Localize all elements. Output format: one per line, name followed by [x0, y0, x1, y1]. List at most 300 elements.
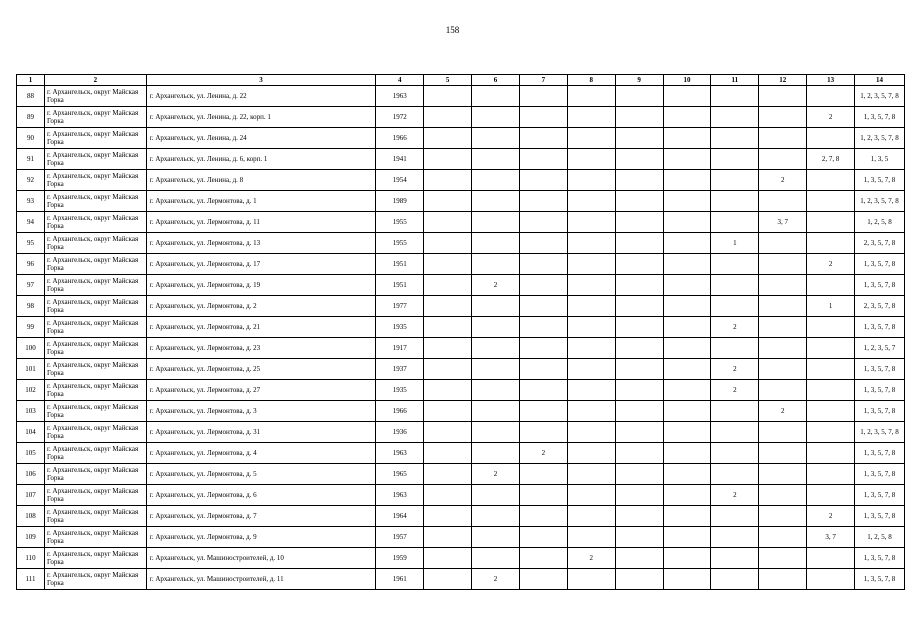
- row-number: 100: [17, 338, 45, 359]
- year-cell: 1963: [376, 443, 424, 464]
- col13-cell: [807, 422, 855, 443]
- column-header-3: 3: [146, 75, 375, 86]
- table-row: [17, 422, 905, 443]
- col14-cell: 1, 3, 5: [855, 149, 905, 170]
- col10-cell: [663, 464, 711, 485]
- col12-cell: [759, 569, 807, 590]
- table-row: [17, 317, 905, 338]
- col14-cell: 1, 3, 5, 7, 8: [855, 317, 905, 338]
- year-cell: 1961: [376, 569, 424, 590]
- row-number: 105: [17, 443, 45, 464]
- row-number: 99: [17, 317, 45, 338]
- col12-cell: [759, 128, 807, 149]
- col11-cell: 2: [711, 317, 759, 338]
- year-cell: 1977: [376, 296, 424, 317]
- col5-cell: [424, 464, 472, 485]
- col12-cell: [759, 275, 807, 296]
- col11-cell: [711, 443, 759, 464]
- address-cell: г. Архангельск, ул. Машиностроителей, д. 10: [146, 548, 375, 569]
- year-cell: 1989: [376, 191, 424, 212]
- col7-cell: [519, 275, 567, 296]
- col5-cell: [424, 548, 472, 569]
- column-header-14: 14: [855, 75, 905, 86]
- col14-cell: 2, 3, 5, 7, 8: [855, 233, 905, 254]
- col11-cell: [711, 401, 759, 422]
- row-number: 92: [17, 170, 45, 191]
- col5-cell: [424, 86, 472, 107]
- table-row: [17, 569, 905, 590]
- row-number: 93: [17, 191, 45, 212]
- col12-cell: [759, 254, 807, 275]
- column-header-5: 5: [424, 75, 472, 86]
- col13-cell: 3, 7: [807, 527, 855, 548]
- year-cell: 1972: [376, 107, 424, 128]
- col9-cell: [615, 296, 663, 317]
- year-cell: 1941: [376, 149, 424, 170]
- col10-cell: [663, 107, 711, 128]
- col6-cell: [472, 128, 520, 149]
- col11-cell: 2: [711, 380, 759, 401]
- column-header-13: 13: [807, 75, 855, 86]
- col8-cell: [567, 254, 615, 275]
- col7-cell: [519, 464, 567, 485]
- col5-cell: [424, 233, 472, 254]
- address-cell: г. Архангельск, ул. Ленина, д. 6, корп. 1: [146, 149, 375, 170]
- col10-cell: [663, 338, 711, 359]
- col6-cell: [472, 527, 520, 548]
- col8-cell: [567, 506, 615, 527]
- row-number: 97: [17, 275, 45, 296]
- year-cell: 1954: [376, 170, 424, 191]
- col7-cell: [519, 254, 567, 275]
- col12-cell: [759, 296, 807, 317]
- address-cell: г. Архангельск, ул. Лермонтова, д. 17: [146, 254, 375, 275]
- col6-cell: [472, 107, 520, 128]
- col8-cell: [567, 149, 615, 170]
- col6-cell: [472, 548, 520, 569]
- col5-cell: [424, 212, 472, 233]
- row-number: 106: [17, 464, 45, 485]
- address-cell: г. Архангельск, ул. Лермонтова, д. 13: [146, 233, 375, 254]
- col11-cell: 2: [711, 359, 759, 380]
- col13-cell: [807, 464, 855, 485]
- col14-cell: 2, 3, 5, 7, 8: [855, 296, 905, 317]
- col13-cell: [807, 359, 855, 380]
- district-cell: г. Архангельск, округ Майская Горка: [44, 401, 146, 422]
- col11-cell: [711, 149, 759, 170]
- col6-cell: [472, 191, 520, 212]
- col10-cell: [663, 212, 711, 233]
- col12-cell: 3, 7: [759, 212, 807, 233]
- year-cell: 1963: [376, 86, 424, 107]
- col5-cell: [424, 191, 472, 212]
- district-cell: г. Архангельск, округ Майская Горка: [44, 107, 146, 128]
- district-cell: г. Архангельск, округ Майская Горка: [44, 191, 146, 212]
- col14-cell: 1, 3, 5, 7, 8: [855, 254, 905, 275]
- column-header-9: 9: [615, 75, 663, 86]
- year-cell: 1955: [376, 212, 424, 233]
- address-cell: г. Архангельск, ул. Лермонтова, д. 4: [146, 443, 375, 464]
- col8-cell: [567, 275, 615, 296]
- col11-cell: [711, 338, 759, 359]
- col9-cell: [615, 317, 663, 338]
- district-cell: г. Архангельск, округ Майская Горка: [44, 170, 146, 191]
- col12-cell: [759, 548, 807, 569]
- table-row: [17, 191, 905, 212]
- col7-cell: [519, 527, 567, 548]
- col12-cell: [759, 422, 807, 443]
- col5-cell: [424, 296, 472, 317]
- column-header-6: 6: [472, 75, 520, 86]
- col12-cell: [759, 443, 807, 464]
- table-row: [17, 86, 905, 107]
- col11-cell: [711, 506, 759, 527]
- col13-cell: [807, 233, 855, 254]
- col12-cell: [759, 317, 807, 338]
- table-row: [17, 149, 905, 170]
- col8-cell: [567, 296, 615, 317]
- column-header-12: 12: [759, 75, 807, 86]
- col11-cell: [711, 464, 759, 485]
- col6-cell: [472, 296, 520, 317]
- col8-cell: [567, 380, 615, 401]
- col14-cell: 1, 2, 3, 5, 7: [855, 338, 905, 359]
- col7-cell: [519, 548, 567, 569]
- table-row: [17, 548, 905, 569]
- col9-cell: [615, 569, 663, 590]
- col6-cell: 2: [472, 275, 520, 296]
- col14-cell: 1, 3, 5, 7, 8: [855, 443, 905, 464]
- col7-cell: [519, 359, 567, 380]
- table-row: [17, 527, 905, 548]
- col13-cell: [807, 128, 855, 149]
- col9-cell: [615, 359, 663, 380]
- col9-cell: [615, 401, 663, 422]
- col13-cell: 2: [807, 254, 855, 275]
- col11-cell: [711, 254, 759, 275]
- col13-cell: 2, 7, 8: [807, 149, 855, 170]
- col7-cell: [519, 422, 567, 443]
- col14-cell: 1, 2, 3, 5, 7, 8: [855, 422, 905, 443]
- year-cell: 1951: [376, 254, 424, 275]
- col5-cell: [424, 254, 472, 275]
- table-row: [17, 443, 905, 464]
- col14-cell: 1, 3, 5, 7, 8: [855, 380, 905, 401]
- address-cell: г. Архангельск, ул. Машиностроителей, д. 11: [146, 569, 375, 590]
- address-cell: г. Архангельск, ул. Лермонтова, д. 19: [146, 275, 375, 296]
- col10-cell: [663, 422, 711, 443]
- col8-cell: [567, 443, 615, 464]
- col10-cell: [663, 149, 711, 170]
- row-number: 96: [17, 254, 45, 275]
- column-header-1: 1: [17, 75, 45, 86]
- col7-cell: [519, 233, 567, 254]
- col11-cell: [711, 86, 759, 107]
- col10-cell: [663, 128, 711, 149]
- address-cell: г. Архангельск, ул. Лермонтова, д. 21: [146, 317, 375, 338]
- col5-cell: [424, 569, 472, 590]
- col11-cell: [711, 212, 759, 233]
- address-cell: г. Архангельск, ул. Лермонтова, д. 5: [146, 464, 375, 485]
- col8-cell: [567, 569, 615, 590]
- col11-cell: [711, 128, 759, 149]
- page-number: 158: [445, 25, 460, 35]
- col12-cell: [759, 233, 807, 254]
- table-row: [17, 485, 905, 506]
- col10-cell: [663, 569, 711, 590]
- housing-table: [16, 74, 905, 590]
- table-row: [17, 464, 905, 485]
- address-cell: г. Архангельск, ул. Ленина, д. 22, корп. 1: [146, 107, 375, 128]
- col7-cell: [519, 86, 567, 107]
- address-cell: г. Архангельск, ул. Лермонтова, д. 31: [146, 422, 375, 443]
- district-cell: г. Архангельск, округ Майская Горка: [44, 149, 146, 170]
- col8-cell: [567, 170, 615, 191]
- col6-cell: [472, 212, 520, 233]
- col6-cell: 2: [472, 464, 520, 485]
- address-cell: г. Архангельск, ул. Лермонтова, д. 1: [146, 191, 375, 212]
- table-row: [17, 275, 905, 296]
- col14-cell: 1, 3, 5, 7, 8: [855, 464, 905, 485]
- col14-cell: 1, 3, 5, 7, 8: [855, 107, 905, 128]
- col5-cell: [424, 485, 472, 506]
- district-cell: г. Архангельск, округ Майская Горка: [44, 443, 146, 464]
- address-cell: г. Архангельск, ул. Лермонтова, д. 6: [146, 485, 375, 506]
- col8-cell: [567, 464, 615, 485]
- col6-cell: [472, 422, 520, 443]
- col6-cell: [472, 380, 520, 401]
- col8-cell: [567, 338, 615, 359]
- col8-cell: [567, 86, 615, 107]
- row-number: 88: [17, 86, 45, 107]
- col10-cell: [663, 548, 711, 569]
- year-cell: 1966: [376, 128, 424, 149]
- district-cell: г. Архангельск, округ Майская Горка: [44, 296, 146, 317]
- col8-cell: [567, 401, 615, 422]
- col9-cell: [615, 212, 663, 233]
- table-row: [17, 359, 905, 380]
- table-row: [17, 338, 905, 359]
- column-header-11: 11: [711, 75, 759, 86]
- year-cell: 1935: [376, 317, 424, 338]
- col5-cell: [424, 359, 472, 380]
- col6-cell: [472, 233, 520, 254]
- col12-cell: [759, 107, 807, 128]
- col10-cell: [663, 233, 711, 254]
- col12-cell: [759, 359, 807, 380]
- col8-cell: [567, 233, 615, 254]
- col9-cell: [615, 254, 663, 275]
- row-number: 108: [17, 506, 45, 527]
- col14-cell: 1, 2, 5, 8: [855, 212, 905, 233]
- row-number: 103: [17, 401, 45, 422]
- col8-cell: [567, 212, 615, 233]
- table-row: [17, 296, 905, 317]
- col12-cell: [759, 338, 807, 359]
- col5-cell: [424, 338, 472, 359]
- address-cell: г. Архангельск, ул. Ленина, д. 22: [146, 86, 375, 107]
- col13-cell: 2: [807, 506, 855, 527]
- column-header-4: 4: [376, 75, 424, 86]
- col10-cell: [663, 296, 711, 317]
- col10-cell: [663, 170, 711, 191]
- year-cell: 1917: [376, 338, 424, 359]
- col7-cell: [519, 191, 567, 212]
- col14-cell: 1, 3, 5, 7, 8: [855, 359, 905, 380]
- table-row: [17, 128, 905, 149]
- col14-cell: 1, 2, 5, 8: [855, 527, 905, 548]
- year-cell: 1966: [376, 401, 424, 422]
- col7-cell: [519, 128, 567, 149]
- address-cell: г. Архангельск, ул. Лермонтова, д. 27: [146, 380, 375, 401]
- year-cell: 1935: [376, 380, 424, 401]
- col10-cell: [663, 254, 711, 275]
- col6-cell: [472, 401, 520, 422]
- year-cell: 1963: [376, 485, 424, 506]
- col7-cell: [519, 149, 567, 170]
- table-row: [17, 506, 905, 527]
- address-cell: г. Архангельск, ул. Ленина, д. 8: [146, 170, 375, 191]
- col13-cell: [807, 212, 855, 233]
- col12-cell: [759, 485, 807, 506]
- col5-cell: [424, 275, 472, 296]
- col7-cell: [519, 338, 567, 359]
- col5-cell: [424, 128, 472, 149]
- district-cell: г. Архангельск, округ Майская Горка: [44, 212, 146, 233]
- col14-cell: 1, 3, 5, 7, 8: [855, 275, 905, 296]
- col14-cell: 1, 2, 3, 5, 7, 8: [855, 128, 905, 149]
- row-number: 101: [17, 359, 45, 380]
- col10-cell: [663, 527, 711, 548]
- col9-cell: [615, 506, 663, 527]
- column-header-7: 7: [519, 75, 567, 86]
- col10-cell: [663, 401, 711, 422]
- col9-cell: [615, 338, 663, 359]
- col7-cell: [519, 107, 567, 128]
- col14-cell: 1, 3, 5, 7, 8: [855, 401, 905, 422]
- col5-cell: [424, 401, 472, 422]
- col13-cell: [807, 86, 855, 107]
- address-cell: г. Архангельск, ул. Ленина, д. 24: [146, 128, 375, 149]
- col5-cell: [424, 149, 472, 170]
- col9-cell: [615, 422, 663, 443]
- col12-cell: [759, 149, 807, 170]
- row-number: 109: [17, 527, 45, 548]
- col8-cell: [567, 422, 615, 443]
- col14-cell: 1, 3, 5, 7, 8: [855, 548, 905, 569]
- district-cell: г. Архангельск, округ Майская Горка: [44, 275, 146, 296]
- col7-cell: [519, 380, 567, 401]
- col8-cell: [567, 128, 615, 149]
- col6-cell: 2: [472, 569, 520, 590]
- row-number: 94: [17, 212, 45, 233]
- col14-cell: 1, 3, 5, 7, 8: [855, 485, 905, 506]
- table-body: [17, 86, 905, 590]
- year-cell: 1965: [376, 464, 424, 485]
- col10-cell: [663, 191, 711, 212]
- table-row: [17, 233, 905, 254]
- col6-cell: [472, 485, 520, 506]
- column-header-2: 2: [44, 75, 146, 86]
- col6-cell: [472, 506, 520, 527]
- col13-cell: [807, 380, 855, 401]
- col11-cell: 1: [711, 233, 759, 254]
- col5-cell: [424, 506, 472, 527]
- col13-cell: [807, 317, 855, 338]
- table-row: [17, 107, 905, 128]
- col6-cell: [472, 317, 520, 338]
- col12-cell: [759, 506, 807, 527]
- address-cell: г. Архангельск, ул. Лермонтова, д. 23: [146, 338, 375, 359]
- col6-cell: [472, 338, 520, 359]
- table-row: [17, 380, 905, 401]
- district-cell: г. Архангельск, округ Майская Горка: [44, 86, 146, 107]
- col9-cell: [615, 107, 663, 128]
- col11-cell: [711, 527, 759, 548]
- row-number: 102: [17, 380, 45, 401]
- col9-cell: [615, 128, 663, 149]
- address-cell: г. Архангельск, ул. Лермонтова, д. 9: [146, 527, 375, 548]
- district-cell: г. Архангельск, округ Майская Горка: [44, 254, 146, 275]
- col13-cell: [807, 275, 855, 296]
- address-cell: г. Архангельск, ул. Лермонтова, д. 11: [146, 212, 375, 233]
- col8-cell: [567, 485, 615, 506]
- col7-cell: [519, 401, 567, 422]
- col9-cell: [615, 380, 663, 401]
- row-number: 111: [17, 569, 45, 590]
- col12-cell: [759, 191, 807, 212]
- col7-cell: [519, 317, 567, 338]
- col13-cell: [807, 569, 855, 590]
- col13-cell: 1: [807, 296, 855, 317]
- col10-cell: [663, 359, 711, 380]
- col11-cell: [711, 275, 759, 296]
- col7-cell: [519, 212, 567, 233]
- district-cell: г. Архангельск, округ Майская Горка: [44, 317, 146, 338]
- district-cell: г. Архангельск, округ Майская Горка: [44, 506, 146, 527]
- district-cell: г. Архангельск, округ Майская Горка: [44, 422, 146, 443]
- col13-cell: [807, 443, 855, 464]
- col5-cell: [424, 107, 472, 128]
- district-cell: г. Архангельск, округ Майская Горка: [44, 464, 146, 485]
- district-cell: г. Архангельск, округ Майская Горка: [44, 128, 146, 149]
- year-cell: 1937: [376, 359, 424, 380]
- row-number: 89: [17, 107, 45, 128]
- district-cell: г. Архангельск, округ Майская Горка: [44, 359, 146, 380]
- col9-cell: [615, 170, 663, 191]
- col11-cell: [711, 569, 759, 590]
- row-number: 95: [17, 233, 45, 254]
- col11-cell: [711, 422, 759, 443]
- district-cell: г. Архангельск, округ Майская Горка: [44, 233, 146, 254]
- year-cell: 1955: [376, 233, 424, 254]
- col14-cell: 1, 3, 5, 7, 8: [855, 569, 905, 590]
- col6-cell: [472, 149, 520, 170]
- col10-cell: [663, 506, 711, 527]
- col8-cell: 2: [567, 548, 615, 569]
- col14-cell: 1, 2, 3, 5, 7, 8: [855, 191, 905, 212]
- year-cell: 1964: [376, 506, 424, 527]
- table-row: [17, 170, 905, 191]
- col5-cell: [424, 380, 472, 401]
- col10-cell: [663, 485, 711, 506]
- column-header-10: 10: [663, 75, 711, 86]
- col7-cell: 2: [519, 443, 567, 464]
- col11-cell: [711, 191, 759, 212]
- col14-cell: 1, 3, 5, 7, 8: [855, 506, 905, 527]
- col6-cell: [472, 86, 520, 107]
- row-number: 91: [17, 149, 45, 170]
